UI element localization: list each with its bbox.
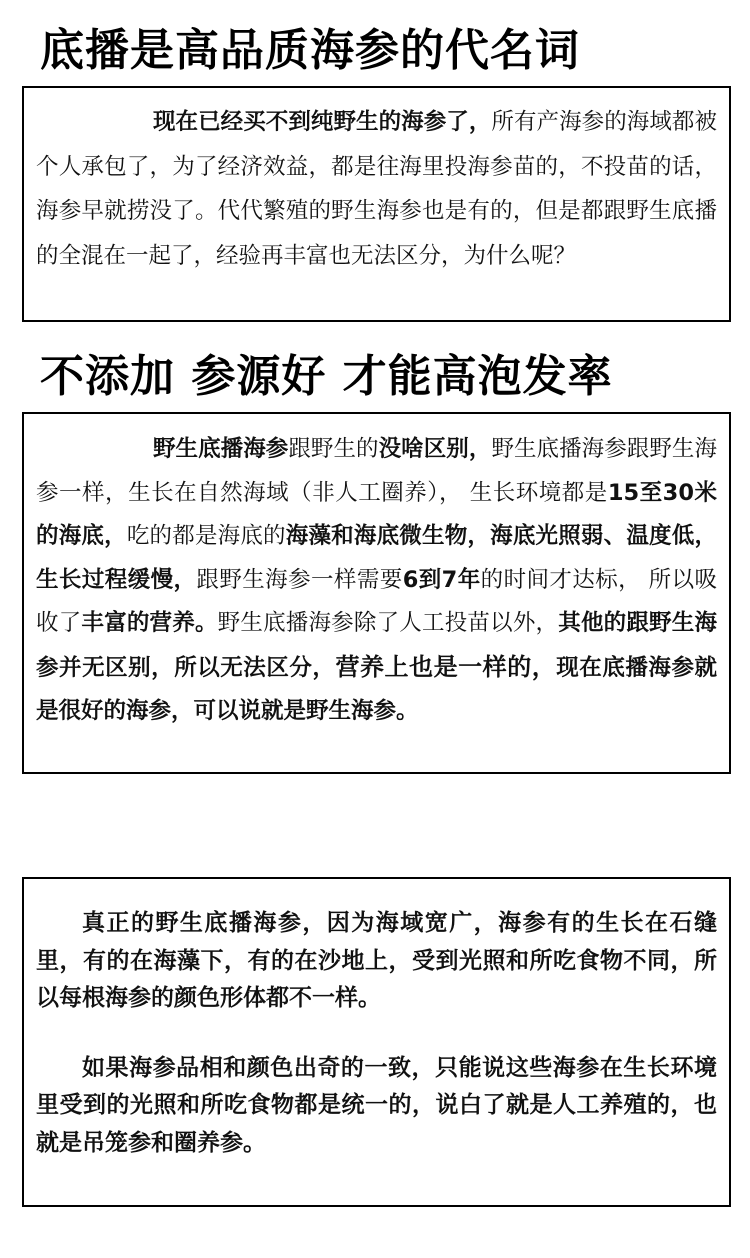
box2-paragraph: [36, 428, 717, 734]
box2-bold-9: 6到7年: [402, 566, 481, 593]
info-box-3: [22, 877, 731, 1207]
info-box-1: [22, 86, 731, 322]
box2-bold-3: 没啥区别，: [378, 436, 492, 462]
box1-paragraph: [36, 100, 717, 278]
section-heading-1: 底播是高品质海参的代名词: [40, 25, 580, 76]
box2-bold-5: 15至30米的海底，: [36, 479, 717, 549]
box2-text-4: 野生底播海参跟野生海参一样，生长在自然海域（非人工圈养）， 生长环境都是: [36, 436, 717, 506]
box2-bold-7: 海藻和海底微生物，海底光照弱、温度低，生长过程缓慢，: [36, 523, 717, 593]
info-box-2: [22, 412, 731, 774]
box3-paragraph-1: 真正的野生底播海参，因为海域宽广，海参有的生长在石缝里，有的在海藻下，有的在沙地上，受到光照和所吃食物不同，所以每根海参的颜色形体都不一样。: [36, 910, 717, 1011]
box2-text-10: 的时间才达标， 所以吸收了: [36, 566, 717, 636]
box2-text-12: 野生底播海参除了人工投苗以外，: [217, 610, 559, 636]
box2-bold-13: 其他的跟野生海参并无区别，所以无法区分，: [36, 610, 717, 681]
box2-bold-1: 野生底播海参: [153, 436, 289, 462]
box3-paragraph-2: 如果海参品相和颜色出奇的一致，只能说这些海参在生长环境里受到的光照和所吃食物都是统一的，说白了就是人工养殖的，也就是吊笼参和圈养参。: [36, 1054, 717, 1156]
box2-text-8: 跟野生海参一样需要: [196, 566, 403, 593]
section-heading-2: 不添加 参源好 才能高泡发率: [40, 351, 613, 402]
box2-bold-15: 现在底播海参就是很好的海参，可以说就是野生海参。: [36, 654, 717, 724]
box1-text: 所有产海参的海域都被个人承包了，为了经济效益，都是往海里投海参苗的，不投苗的话，海参早就捞没了。代代繁殖的野生海参也是有的，但是都跟野生底播的全混在一起了，经验再丰富也无法区分，为什么呢？: [36, 109, 717, 269]
box2-text-6: 吃的都是海底的: [126, 523, 286, 549]
box2-big-14: 营养上也是一样的，: [335, 652, 557, 681]
box2-text-2: 跟野生的: [288, 436, 379, 462]
box2-bold-11: 丰富的营养。: [81, 610, 218, 636]
box1-lead-bold: 现在已经买不到纯野生的海参了，: [153, 109, 492, 135]
